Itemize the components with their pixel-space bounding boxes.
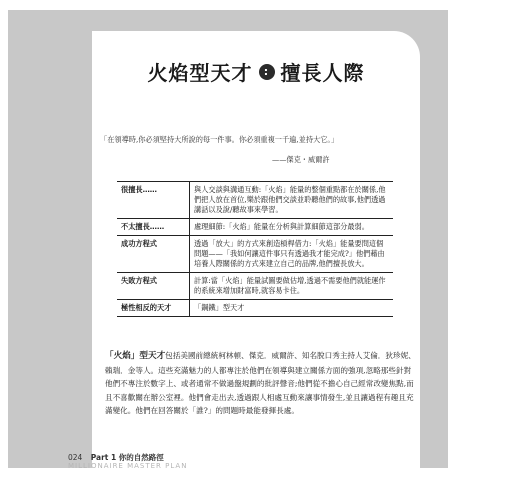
table-row-value: 與人交談與溝通互動:「火焰」能量的整個重點都在於關係,他們把人放在首位,樂於跟他們交談並聆聽他們的故事,他們透過講話以及說/聽故事來學習。 xyxy=(190,182,394,219)
page-footer xyxy=(68,452,188,470)
table-row-label: 成功方程式 xyxy=(117,236,190,273)
part-title: Part 1 你的自然路徑 xyxy=(90,453,164,462)
table-row-label: 失敗方程式 xyxy=(117,273,190,300)
series-watermark: MILLIONAIRE MASTER PLAN xyxy=(68,462,188,470)
table-row-value: 透過「放大」的方式來創造槓桿借力:「火焰」能量要問這個問題——「我如何讓這件事只有透過我才能完成?」他們藉由培養人際關係的方式來建立自己的品牌,他們擅長放大。 xyxy=(190,236,394,273)
body-lead: 「火焰」型天才 xyxy=(105,351,166,361)
table-row xyxy=(117,219,393,236)
table-row-value: 「鋼鐵」型天才 xyxy=(190,300,394,317)
table-row-value: 計算:當「火焰」能量試圖要做估增,透過不需要他們就能運作的系統來增加財富時,就容易卡住。 xyxy=(190,273,394,300)
title-right: 擅長人際 xyxy=(280,61,365,85)
table-row xyxy=(117,273,393,300)
table-row xyxy=(117,182,393,219)
table-row-value: 處理細節:「火焰」能量在分析與計算細節這部分最弱。 xyxy=(190,219,394,236)
genius-profile-table xyxy=(117,181,393,317)
table-row xyxy=(117,236,393,273)
body-paragraph xyxy=(105,349,417,418)
table-row-label: 很擅長…… xyxy=(117,182,190,219)
content-card xyxy=(92,31,420,468)
title-left: 火焰型天才 xyxy=(147,61,253,85)
epigraph-quote: 「在領導時,你必須堅持大所說的每一件事。你必須重複一千遍,並持大它。」 xyxy=(100,135,339,144)
title-separator-badge: : xyxy=(259,64,275,80)
epigraph-attribution: ——傑克・威爾許 xyxy=(272,155,330,164)
table-row-label: 不太擅長…… xyxy=(117,219,190,236)
page-number: 024 xyxy=(68,453,83,462)
page-title xyxy=(92,57,420,86)
table-row xyxy=(117,300,393,317)
table-row-label: 極性相反的天才 xyxy=(117,300,190,317)
body-text: 包括美國前總統柯林頓、傑克．威爾許、知名脫口秀主持人艾倫．狄珍妮、賴瑞．金等人。這些充滿魅力的人都專注於他們在領導與建立關係方面的強項,忽略那些針對他們不專注於數字上、或者通常不做過盤規劃的批評聲音;他們從不擔心自己經常改變焦點,而且不喜歡關在辦公室裡。他們會走出去,透過跟人相處互動來讓事情發生,並且讓過程有趣且充滿變化。他們在回答關於「誰?」的問題時最能發揮長處。 xyxy=(105,351,416,415)
